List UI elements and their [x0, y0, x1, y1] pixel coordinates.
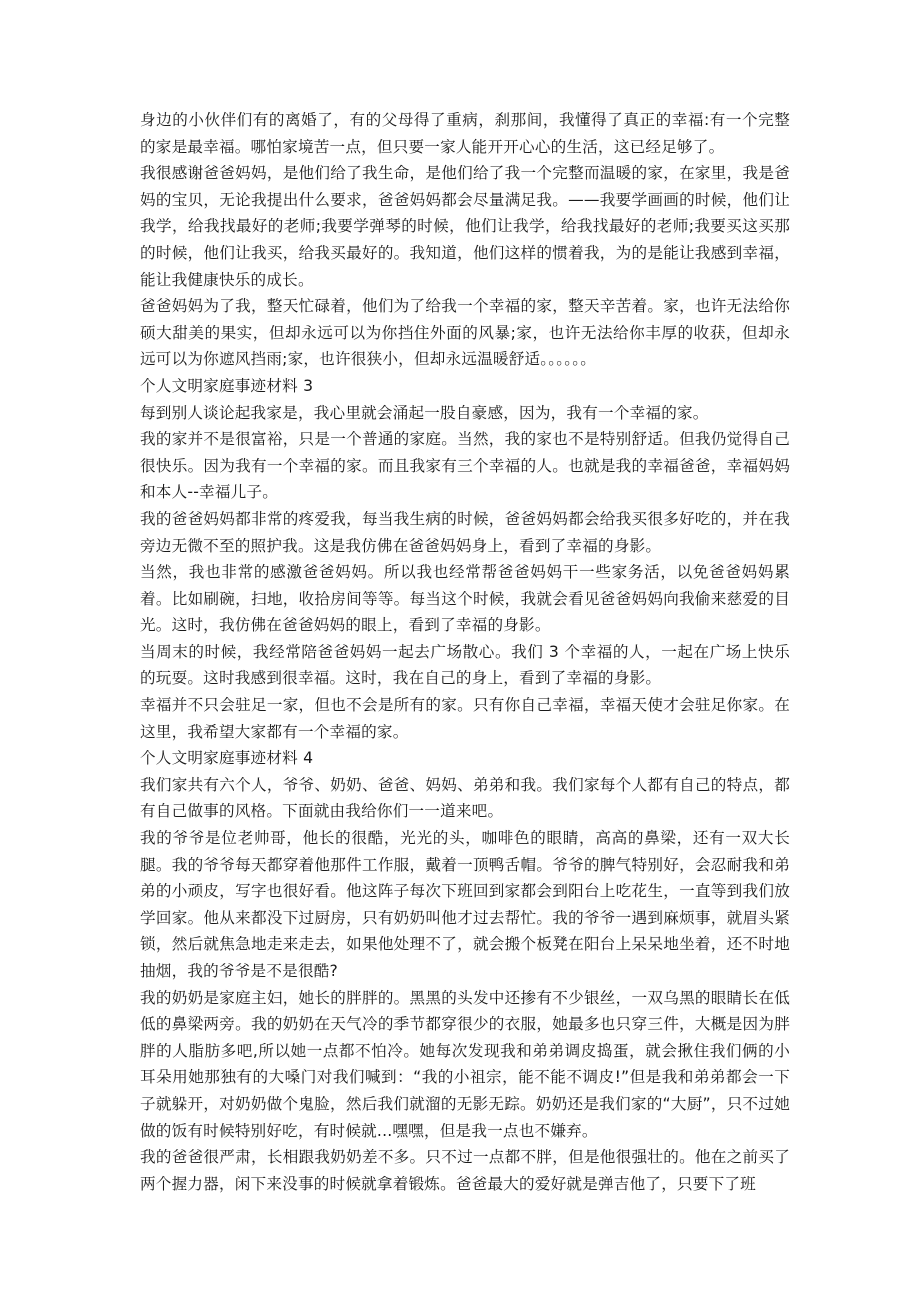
paragraph: 我的爷爷是位老帅哥，他长的很酷，光光的头，咖啡色的眼睛，高高的鼻梁，还有一双大长腿。我的爷爷每天都穿着他那件工作服，戴着一顶鸭舌帽。爷爷的脾气特别好，会忍耐我和弟弟的小顽皮，写字也很好看。他这阵子每次下班回到家都会到阳台上吃花生，一直等到我们放学回家。他从来都没下过厨房，只有奶奶叫他才过去帮忙。我的爷爷一遇到麻烦事，就眉头紧锁，然后就焦急地走来走去，如果他处理不了，就会搬个板凳在阳台上呆呆地坐着，还不时地抽烟，我的爷爷是不是很酷? [140, 829, 790, 980]
paragraph: 幸福并不只会驻足一家，但也不会是所有的家。只有你自己幸福，幸福天使才会驻足你家。在这里，我希望大家都有一个幸福的家。 [140, 696, 790, 741]
paragraph: 爸爸妈妈为了我，整天忙碌着，他们为了给我一个幸福的家，整天辛苦着。家，也许无法给你硕大甜美的果实，但却永远可以为你挡住外面的风暴;家，也许无法给你丰厚的收获，但却永远可以为你遮风挡雨;家，也许很狭小，但却永远温暖舒适。。。。。。 [140, 297, 790, 369]
paragraph: 我的家并不是很富裕，只是一个普通的家庭。当然，我的家也不是特别舒适。但我仍觉得自己很快乐。因为我有一个幸福的家。而且我家有三个幸福的人。也就是我的幸福爸爸，幸福妈妈和本人--幸福儿子。 [140, 430, 790, 502]
paragraph: 身边的小伙伴们有的离婚了，有的父母得了重病，刹那间，我懂得了真正的幸福:有一个完整的家是最幸福。哪怕家境苦一点，但只要一家人能开开心心的生活，这已经足够了。 [140, 111, 790, 156]
paragraph: 我很感谢爸爸妈妈，是他们给了我生命，是他们给了我一个完整而温暖的家，在家里，我是爸妈的宝贝，无论我提出什么要求，爸爸妈妈都会尽量满足我。——我要学画画的时候，他们让我学，给我找最好的老师;我要学弹琴的时候，他们让我学，给我找最好的老师;我要买这买那的时候，他们让我买，给我买最好的。我知道，他们这样的惯着我，为的是能让我感到幸福，能让我健康快乐的成长。 [140, 164, 790, 289]
section-heading: 个人文明家庭事迹材料 4 [140, 749, 314, 768]
paragraph: 当周末的时候，我经常陪爸爸妈妈一起去广场散心。我们 3 个幸福的人，一起在广场上快乐的玩耍。这时我感到很幸福。这时，我在自己的身上，看到了幸福的身影。 [140, 642, 790, 688]
paragraph: 当然，我也非常的感激爸爸妈妈。所以我也经常帮爸爸妈妈干一些家务活，以免爸爸妈妈累着。比如刷碗，扫地，收拾房间等等。每当这个时候，我就会看见爸爸妈妈向我偷来慈爱的目光。这时，我仿佛在爸爸妈妈的眼上，看到了幸福的身影。 [140, 563, 790, 635]
paragraph: 每到别人谈论起我家是，我心里就会涌起一股自豪感，因为，我有一个幸福的家。 [140, 403, 709, 422]
paragraph: 我的爸爸很严肃，长相跟我奶奶差不多。只不过一点都不胖，但是他很强壮的。他在之前买了两个握力器，闲下来没事的时候就拿着锻炼。爸爸最大的爱好就是弹吉他了，只要下了班 [140, 1148, 790, 1193]
paragraph: 我的爸爸妈妈都非常的疼爱我，每当我生病的时候，爸爸妈妈都会给我买很多好吃的，并在我旁边无微不至的照护我。这是我仿佛在爸爸妈妈身上，看到了幸福的身影。 [140, 509, 790, 555]
section-heading: 个人文明家庭事迹材料 3 [140, 376, 314, 395]
paragraph: 我的奶奶是家庭主妇，她长的胖胖的。黑黑的头发中还掺有不少银丝，一双乌黑的眼睛长在低低的鼻梁两旁。我的奶奶在天气冷的季节都穿很少的衣服，她最多也只穿三件，大概是因为胖胖的人脂肪多吧,所以她一点都不怕冷。她每次发现我和弟弟调皮捣蛋，就会揪住我们俩的小耳朵用她那独有的大嗓门对我们喊到：“我的小祖宗，能不能不调皮!”但是我和弟弟都会一下子就躲开，对奶奶做个鬼脸，然后我们就溜的无影无踪。奶奶还是我们家的“大厨”，只不过她做的饭有时候特别好吃，有时候就...嘿嘿，但是我一点也不嫌弃。 [140, 988, 790, 1140]
paragraph: 我们家共有六个人，爷爷、奶奶、爸爸、妈妈、弟弟和我。我们家每个人都有自己的特点，都有自己做事的风格。下面就由我给你们一一道来吧。 [140, 775, 790, 821]
document-body [140, 107, 790, 1197]
